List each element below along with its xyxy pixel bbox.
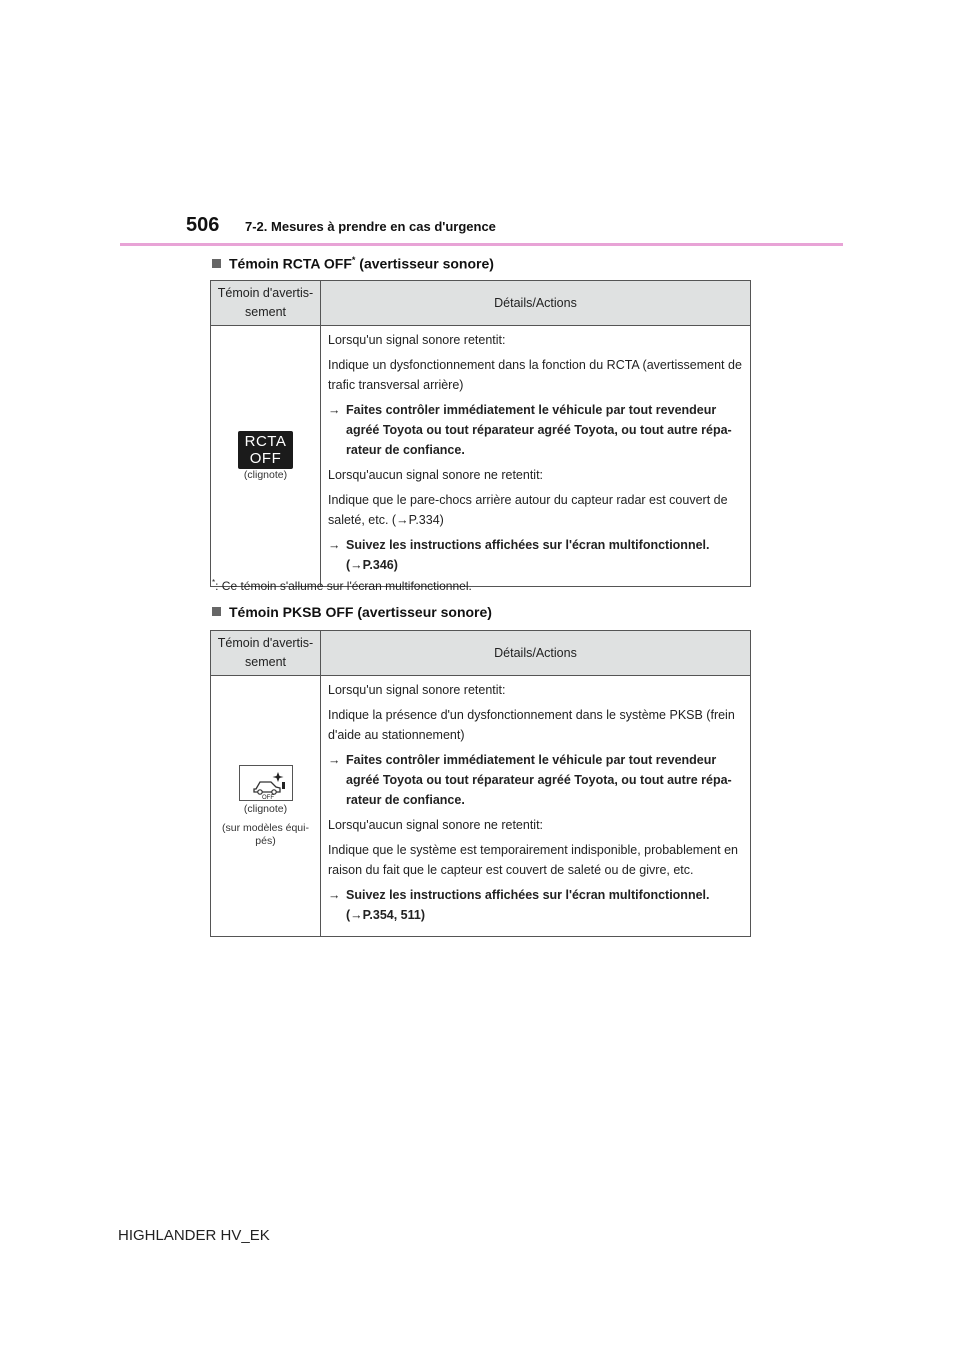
- rcta-warning-table: [210, 280, 751, 587]
- description-2-text: Indique que le pare-chocs arrière autour du capteur radar est couvert de saleté, etc. (: [328, 493, 728, 527]
- section-heading-rcta: [212, 255, 494, 272]
- arrow-right-icon: →: [328, 403, 341, 417]
- action-1: [328, 400, 744, 460]
- description-1: Indique la présence d'un dysfonctionnement dans le système PKSB (frein d'aide au stationnement): [328, 708, 735, 742]
- details-cell: [321, 676, 751, 937]
- icon-off-label: OFF: [261, 794, 274, 800]
- action-1-text: Faites contrôler immédiatement le véhicule par tout revendeur agréé Toyota ou tout réparateur agréé Toyota, ou tout autre répa-rateur de confiance.: [346, 753, 732, 807]
- action-2-main: Suivez les instructions affichées sur l'écran multifonctionnel. (: [346, 888, 710, 922]
- footnote-mark: *: [351, 255, 356, 265]
- arrow-right-icon: →: [328, 538, 341, 552]
- action-1: [328, 750, 744, 810]
- col1-header-line2: sement: [245, 655, 286, 669]
- description-2: Indique que le système est temporairement indisponible, probablement en raison du fait que le capteur est couvert de saleté ou de givre, etc.: [328, 843, 738, 877]
- col-header-details: Détails/Actions: [321, 631, 751, 676]
- square-bullet-icon: [212, 259, 221, 268]
- heading-text: Témoin PKSB OFF (avertisseur sonore): [229, 604, 492, 620]
- condition-sound-off: Lorsqu'aucun signal sonore ne retentit:: [328, 818, 544, 832]
- page-reference: P.346): [362, 558, 398, 572]
- heading-suffix: (avertisseur sonore): [355, 255, 494, 272]
- table-row: [211, 676, 751, 937]
- page-reference: P.354, 511): [362, 908, 426, 922]
- footer-model-name: HIGHLANDER HV_EK: [118, 1227, 270, 1244]
- icon-note: (sur modèles équi-pés): [222, 821, 309, 847]
- description-2: [328, 490, 744, 530]
- square-bullet-icon: [212, 607, 221, 616]
- icon-cell: [211, 326, 321, 587]
- footnote-mark: *: [212, 578, 216, 587]
- icon-text-line2: OFF: [249, 449, 282, 467]
- action-1-text: Faites contrôler immédiatement le véhicule par tout revendeur agréé Toyota ou tout réparateur agréé Toyota, ou tout autre répa-rateur de confiance.: [346, 403, 732, 457]
- arrow-right-icon: →: [396, 513, 409, 527]
- description-1: Indique un dysfonctionnement dans la fonction du RCTA (avertissement de trafic transversal arrière): [328, 358, 742, 392]
- details-cell: [321, 326, 751, 587]
- heading-text: Témoin RCTA OFF: [229, 255, 352, 272]
- action-2-text: [346, 535, 744, 575]
- col-header-warning-light: [211, 631, 321, 676]
- icon-text-line1: RCTA: [244, 432, 287, 450]
- icon-caption: (clignote): [243, 468, 288, 481]
- col-header-details: Détails/Actions: [321, 281, 751, 326]
- condition-sound-on: Lorsqu'un signal sonore retentit:: [328, 333, 506, 347]
- arrow-right-icon: →: [350, 558, 363, 572]
- footnote-text: : Ce témoin s'allume sur l'écran multifonctionnel.: [215, 579, 472, 593]
- action-2: [328, 885, 744, 925]
- arrow-right-icon: →: [328, 888, 341, 902]
- condition-sound-on: Lorsqu'un signal sonore retentit:: [328, 683, 506, 697]
- page-number: 506: [186, 214, 220, 236]
- table-row: [211, 326, 751, 587]
- icon-caption: (clignote): [243, 802, 288, 815]
- chapter-title: 7-2. Mesures à prendre en cas d'urgence: [245, 219, 496, 234]
- action-2-text: [346, 885, 744, 925]
- section-heading-pksb: [212, 604, 492, 620]
- table-header-row: [211, 631, 751, 676]
- col-header-warning-light: [211, 281, 321, 326]
- arrow-right-icon: →: [350, 908, 363, 922]
- pksb-off-icon: [239, 765, 293, 801]
- col1-header-line2: sement: [245, 305, 286, 319]
- rcta-off-icon: [238, 431, 293, 469]
- page-reference: P.334: [408, 513, 440, 527]
- description-2-close: ): [439, 513, 444, 527]
- icon-cell: [211, 676, 321, 937]
- footnote: [212, 578, 472, 593]
- arrow-right-icon: →: [328, 753, 341, 767]
- car-sensor-icon: [240, 766, 292, 800]
- header-rule: [120, 243, 843, 246]
- pksb-warning-table: [210, 630, 751, 937]
- col1-header-line1: Témoin d'avertis-: [217, 286, 314, 300]
- action-2: [328, 535, 744, 575]
- action-2-main: Suivez les instructions affichées sur l'écran multifonctionnel. (: [346, 538, 710, 572]
- col1-header-line1: Témoin d'avertis-: [217, 636, 314, 650]
- condition-sound-off: Lorsqu'aucun signal sonore ne retentit:: [328, 468, 544, 482]
- table-header-row: [211, 281, 751, 326]
